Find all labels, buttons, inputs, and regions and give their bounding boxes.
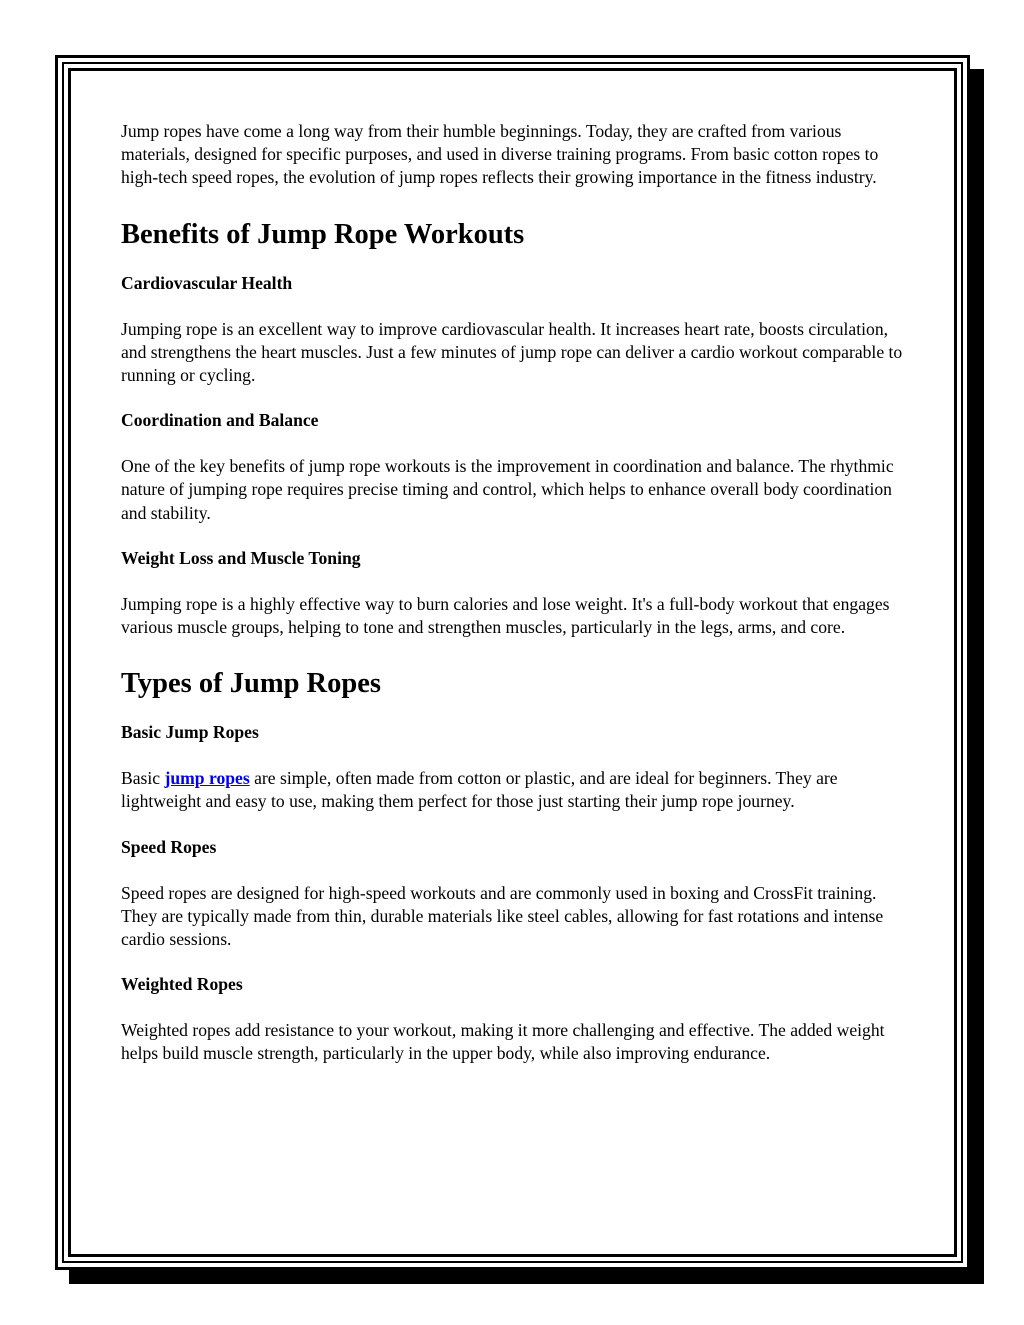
benefits-heading: Benefits of Jump Rope Workouts: [121, 218, 525, 250]
weight-loss-subheading: Weight Loss and Muscle Toning: [121, 547, 361, 568]
weighted-ropes-paragraph: Weighted ropes add resistance to your workout, making it more challenging and effective. The added weight helps build muscle strength, particularly in the upper body, while also improving endurance.: [121, 1020, 885, 1064]
document-content: [121, 120, 911, 1088]
intro-paragraph: Jump ropes have come a long way from their humble beginnings. Today, they are crafted from various materials, designed for specific purposes, and used in diverse training programs. From basic cotton ropes to high-tech speed ropes, the evolution of jump ropes reflects their growing importance in the fitness industry.: [121, 121, 879, 188]
speed-ropes-subheading: Speed Ropes: [121, 836, 217, 857]
speed-ropes-paragraph: Speed ropes are designed for high-speed workouts and are commonly used in boxing and CrossFit training. They are typically made from thin, durable materials like steel cables, allowing for fast rotations and intense cardio sessions.: [121, 882, 884, 950]
cardio-paragraph: Jumping rope is an excellent way to improve cardiovascular health. It increases heart rate, boosts circulation, and strengthens the heart muscles. Just a few minutes of jump rope can deliver a cardio workout comparable to running or cycling.: [121, 318, 903, 386]
weighted-ropes-subheading: Weighted Ropes: [121, 974, 243, 995]
basic-ropes-paragraph: [121, 767, 911, 813]
types-heading: Types of Jump Ropes: [121, 668, 381, 700]
coordination-paragraph: One of the key benefits of jump rope workouts is the improvement in coordination and balance. The rhythmic nature of jumping rope requires precise timing and control, which helps to enhance overall body coordination and stability.: [121, 456, 894, 523]
basic-ropes-subheading: Basic Jump Ropes: [121, 722, 259, 743]
weight-loss-paragraph: Jumping rope is a highly effective way to burn calories and lose weight. It's a full-body workout that engages various muscle groups, helping to tone and strengthen muscles, particularly in the legs, arms, and core.: [121, 593, 890, 638]
basic-ropes-text-before: Basic: [121, 768, 165, 789]
cardio-subheading: Cardiovascular Health: [121, 272, 293, 293]
basic-ropes-text-after: are simple, often made from cotton or plastic, and are ideal for beginners. They are lightweight and easy to use, making them perfect for those just starting their jump rope journey.: [121, 768, 838, 812]
coordination-subheading: Coordination and Balance: [121, 410, 319, 431]
jump-ropes-link[interactable]: jump ropes: [164, 768, 250, 789]
